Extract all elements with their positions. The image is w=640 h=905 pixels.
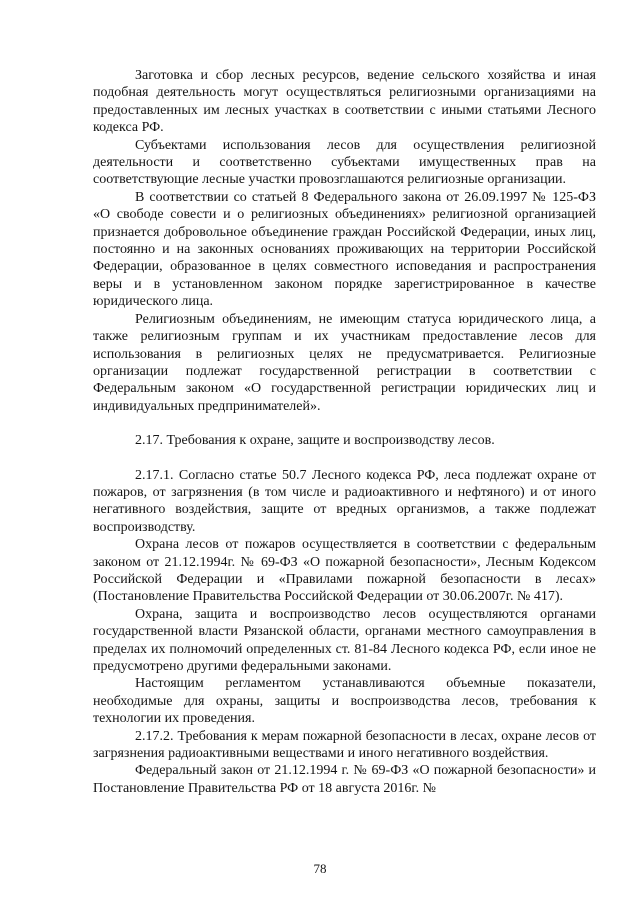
paragraph: Субъектами использования лесов для осуществления религиозной деятельности и соответственно субъектами имущественных прав на соответствующие лесные участки провозглашаются религиозные организации. <box>93 137 596 188</box>
document-body <box>93 67 596 797</box>
page-number: 78 <box>313 861 327 876</box>
paragraph: Заготовка и сбор лесных ресурсов, ведение сельского хозяйства и иная подобная деятельность могут осуществляться религиозными организациями на предоставленных им лесных участках в соответствии с иными статьями Лесного кодекса РФ. <box>93 68 596 136</box>
paragraph: Федеральный закон от 21.12.1994 г. № 69-ФЗ «О пожарной безопасности» и Постановление Правительства РФ от 18 августа 2016г. № <box>93 763 596 796</box>
paragraph: Религиозным объединениям, не имеющим статуса юридического лица, а также религиозным группам и их участникам предоставление лесов для использования в религиозных целях не предусматривается. Религиозные организации подлежат государственной регистрации в соответствии с Федеральным законом «О государственной регистрации юридических лиц и индивидуальных предпринимателей». <box>93 311 596 414</box>
paragraph: Настоящим регламентом устанавливаются объемные показатели, необходимые для охраны, защиты и воспроизводства лесов, требования к технологии их проведения. <box>93 676 596 727</box>
paragraph: Охрана лесов от пожаров осуществляется в соответствии с федеральным законом от 21.12.1994г. № 69-ФЗ «О пожарной безопасности», Лесным Кодексом Российской Федерации и «Правилами пожарной безопасности в лесах» (Постановление Правительства Российской Федерации от 30.06.2007г. № 417). <box>93 537 596 605</box>
paragraph: В соответствии со статьей 8 Федерального закона от 26.09.1997 № 125-ФЗ «О свободе совести и о религиозных объединениях» религиозной организацией признается добровольное объединение граждан Российской Федерации, иных лиц, постоянно и на законных основаниях проживающих на территории Российской Федерации, образованное в целях совместного исповедания и распространения веры и в установленном законом порядке зарегистрированное в качестве юридического лица. <box>93 189 596 310</box>
paragraph: Охрана, защита и воспроизводство лесов осуществляются органами государственной власти Рязанской области, органами местного самоуправления в пределах их полномочий определенных ст. 81-84 Лесного кодекса РФ, если иное не предусмотрено другими федеральными законами. <box>93 606 596 674</box>
paragraph: 2.17.1. Согласно статье 50.7 Лесного кодекса РФ, леса подлежат охране от пожаров, от загрязнения (в том числе и радиоактивного и нефтяного) и от иного негативного воздействия, защите от вредных организмов, а также подлежат воспроизводству. <box>93 467 596 535</box>
section-heading: 2.17. Требования к охране, защите и воспроизводству лесов. <box>135 433 495 449</box>
paragraph: 2.17.2. Требования к мерам пожарной безопасности в лесах, охране лесов от загрязнения радиоактивными веществами и иного негативного воздействия. <box>93 728 596 762</box>
